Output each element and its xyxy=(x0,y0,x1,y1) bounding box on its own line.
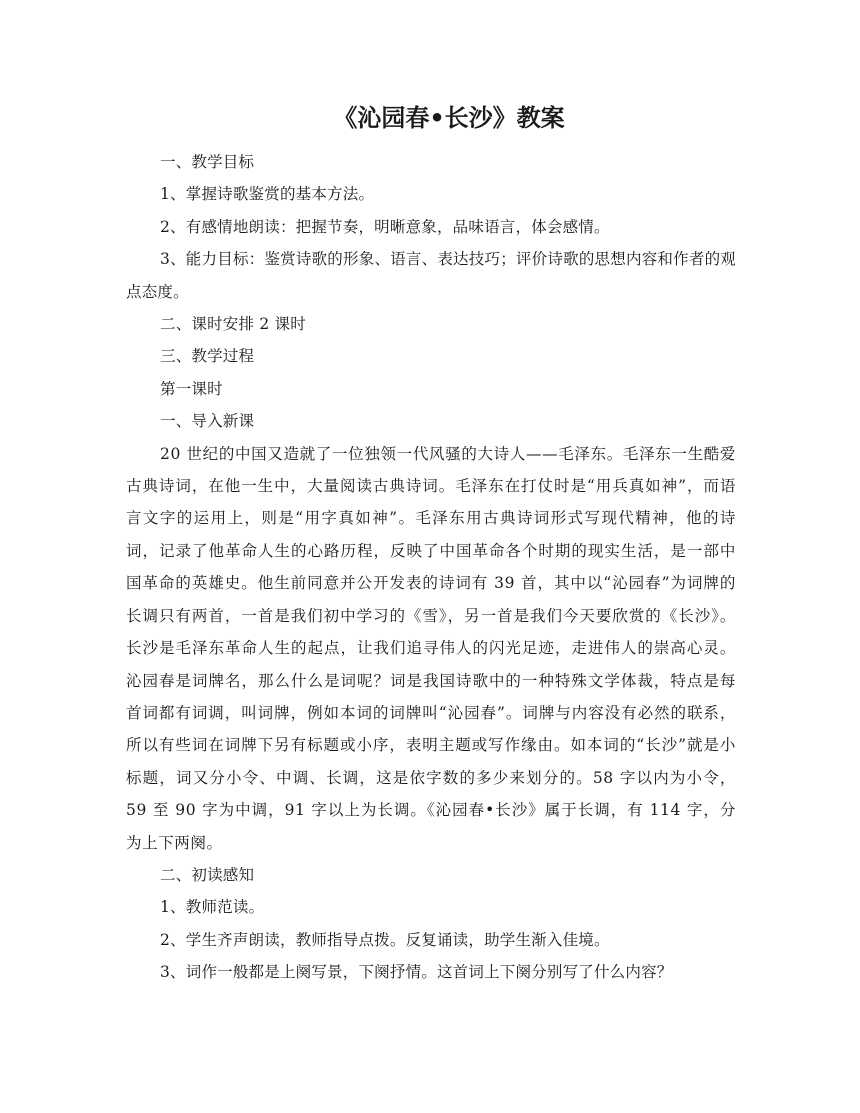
heading-teaching-goals: 一、教学目标 xyxy=(160,153,255,171)
document-page xyxy=(126,96,736,989)
heading-class-schedule: 二、课时安排 2 课时 xyxy=(160,315,306,334)
reading-step-1: 1、教师范读。 xyxy=(160,898,265,917)
heading-teaching-process: 三、教学过程 xyxy=(160,347,255,366)
heading-first-lesson: 第一课时 xyxy=(160,379,223,398)
document-title: 《沁园春•长沙》教案 xyxy=(333,104,565,132)
introduction-body: 20 世纪的中国又造就了一位独领一代风骚的大诗人——毛泽东。毛泽东一生酷爱古典诗词，在他一生中，大量阅读古典诗词。毛泽东在打仗时是“用兵真如神”，而语言文字的运用上，则是“用字真如神”。毛泽东用古典诗词形式写现代精神，他的诗词，记录了他革命人生的心路历程，反映了中国革命各个时期的现实生活，是一部中国革命的英雄史。他生前同意并公开发表的诗词有 39 首，其中以“沁园春”为词牌的长调只有两首，一首是我们初中学习的《雪》，另一首是我们今天要欣赏的《长沙》。长沙是毛泽东革命人生的起点，让我们追寻伟人的闪光足迹，走进伟人的崇高心灵。沁园春是词牌名，那么什么是词呢？词是我国诗歌中的一种特殊文学体裁，特点是每首词都有词调，叫词牌，例如本词的词牌叫“沁园春”。词牌与内容没有必然的联系，所以有些词在词牌下另有标题或小序，表明主题或写作缘由。如本词的“长沙”就是小标题，词又分小令、中调、长调，这是依字数的多少来划分的。58 字以内为小令，59 至 90 字为中调，91 字以上为长调。《沁园春•长沙》属于长调，有 114 字，分为上下两阕。 xyxy=(126,444,736,852)
heading-introduction: 一、导入新课 xyxy=(160,412,255,431)
goal-item-3: 3、能力目标：鉴赏诗歌的形象、语言、表达技巧；评价诗歌的思想内容和作者的观点态度。 xyxy=(126,250,736,301)
reading-step-3: 3、词作一般都是上阕写景，下阕抒情。这首词上下阕分别写了什么内容？ xyxy=(160,963,673,982)
heading-first-reading: 二、初读感知 xyxy=(160,865,255,884)
reading-step-2: 2、学生齐声朗读，教师指导点拨。反复诵读，助学生渐入佳境。 xyxy=(160,930,610,949)
goal-item-2: 2、有感情地朗读：把握节奏，明晰意象，品味语言，体会感情。 xyxy=(160,217,610,236)
goal-item-1: 1、掌握诗歌鉴赏的基本方法。 xyxy=(160,185,375,204)
